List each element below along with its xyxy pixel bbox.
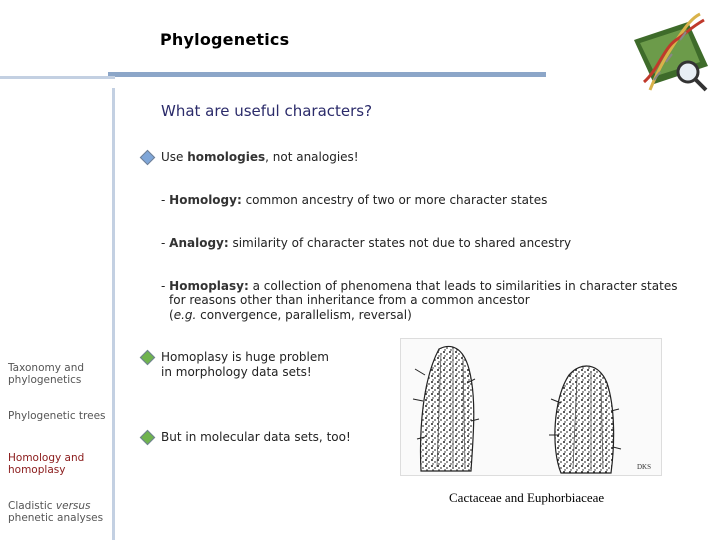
homology-definition: - Homology: common ancestry of two or more character states — [161, 193, 548, 207]
slide-title: Phylogenetics — [160, 30, 290, 49]
molecular-data-text: But in molecular data sets, too! — [161, 430, 351, 444]
sidebar-item-homology[interactable]: Homology and homoplasy — [8, 452, 85, 476]
sidebar-item-phylogenetic-trees[interactable]: Phylogenetic trees — [8, 410, 106, 422]
homoplasy-problem-line2: in morphology data sets! — [161, 365, 312, 379]
bullet-diamond-icon — [140, 350, 156, 366]
slide-question: What are useful characters? — [161, 102, 373, 120]
homoplasy-problem-line1: Homoplasy is huge problem — [161, 350, 329, 364]
use-homologies-text: Use homologies, not analogies! — [161, 150, 359, 164]
bullet-diamond-icon — [140, 150, 156, 166]
cactus-euphorbia-illustration — [400, 338, 662, 476]
dna-magnifier-logo — [630, 10, 712, 96]
figure-caption: Cactaceae and Euphorbiaceae — [449, 490, 605, 505]
analogy-definition: - Analogy: similarity of character states not due to shared ancestry — [161, 236, 572, 250]
homoplasy-definition-line2: for reasons other than inheritance from a common ancestor — [169, 293, 530, 307]
homoplasy-examples: (e.g. convergence, parallelism, reversal) — [169, 308, 412, 322]
sidebar-top-divider — [0, 76, 115, 79]
bullet-diamond-icon — [140, 430, 156, 446]
title-underline — [108, 72, 546, 77]
sidebar-item-cladistic[interactable]: Cladistic versus phenetic analyses — [8, 500, 104, 524]
sidebar-item-taxonomy[interactable]: Taxonomy and phylogenetics — [8, 362, 85, 386]
illustrator-initials: DKS — [637, 463, 652, 471]
sidebar-divider — [112, 88, 115, 540]
homoplasy-definition: - Homoplasy: a collection of phenomena that leads to similarities in character states — [161, 279, 678, 293]
